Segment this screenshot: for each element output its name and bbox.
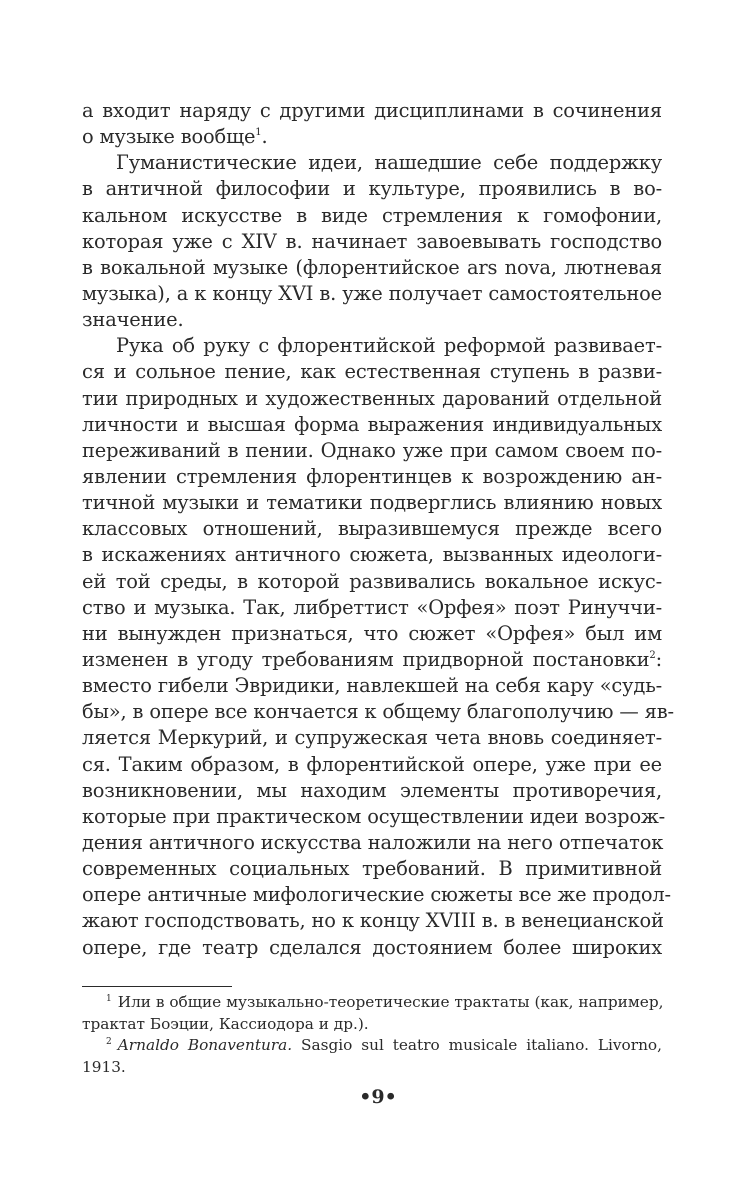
footnote-2-cont: 1913.	[82, 1057, 126, 1076]
text-line: а входит наряду с другими дисциплинами в сочинения	[82, 99, 662, 122]
text-line: современных социальных требований. В примитивной	[82, 857, 662, 881]
text-line: бы», в опере все кончается к общему благополучию — яв-	[82, 700, 674, 724]
text-line: которые при практическом осуществлении идеи возрож-	[82, 804, 666, 828]
text-line: которая уже с XIV в. начинает завоевывать господство	[82, 229, 662, 253]
text-line: Рука об руку с флорентийской реформой развивает-	[116, 334, 662, 358]
footnote-1: $^1$ Или в общие музыкально-теоретические трактаты (как, например,	[106, 993, 664, 1011]
text-line: явлении стремления флорентинцев к возрождению ан-	[82, 464, 662, 488]
text-line: ей той среды, в которой развивались вокальное искус-	[82, 569, 662, 593]
text-line: кальном искусстве в виде стремления к гомофонии,	[82, 203, 662, 227]
text-line: тичной музыки и тематики подверглись влиянию новых	[82, 491, 662, 515]
text-line: в искажениях античного сюжета, вызванных идеологи-	[82, 543, 662, 567]
text-line: жают господствовать, но к концу XVIII в. в венецианской	[82, 909, 664, 933]
text-line: изменен в угоду требованиям придворной постановки$^2$:	[82, 647, 662, 671]
text-line: ляется Меркурий, и супружеская чета вновь соединяет-	[82, 726, 662, 750]
text-line: в вокальной музыке (флорентийское ars nova, лютневая	[82, 255, 662, 279]
text-line: в античной философии и культуре, проявились в во-	[82, 177, 662, 201]
text-line: личности и высшая форма выражения индивидуальных	[82, 412, 662, 436]
text-line: музыка), а к концу XVI в. уже получает самостоятельное	[82, 281, 662, 305]
footnote-divider	[82, 986, 232, 987]
text-line: ни вынужден признаться, что сюжет «Орфея» был им	[82, 621, 662, 645]
footnote-2: $^2$ Arnaldo Bonaventura. Sasgio sul teatro musicale italiano. Livorno,	[106, 1036, 662, 1054]
text-line: Гуманистические идеи, нашедшие себе поддержку	[116, 151, 662, 175]
text-line: значение.	[82, 308, 184, 332]
footnote-1-cont: трактат Боэции, Кассиодора и др.).	[82, 1014, 369, 1033]
main-text	[82, 98, 674, 961]
footnote-ref-1[interactable]: 1	[255, 127, 262, 139]
text-line: возникновении, мы находим элементы противоречия,	[82, 778, 662, 802]
page-number: •9•	[359, 1086, 397, 1108]
text-line: о музыке вообще$^1$.	[82, 125, 268, 149]
text-line: классовых отношений, выразившемуся прежде всего	[82, 517, 662, 541]
text-line: ся. Таким образом, в флорентийской опере, уже при ее	[82, 752, 662, 776]
text-line: ся и сольное пение, как естественная ступень в разви-	[82, 360, 662, 384]
text-line: опере, где театр сделался достоянием более широких	[82, 935, 662, 959]
footnote-2-author: Arnaldo Bonaventura.	[117, 1036, 293, 1054]
footnote-1-mark: 1	[106, 994, 112, 1004]
footnote-ref-2[interactable]: 2	[649, 649, 656, 661]
footnote-2-mark: 2	[106, 1037, 112, 1047]
text-line: ство и музыка. Так, либреттист «Орфея» поэт Ринуччи-	[82, 595, 662, 619]
text-line: дения античного искусства наложили на него отпечаток	[82, 830, 664, 854]
text-line: опере античные мифологические сюжеты все же продол-	[82, 883, 671, 907]
footnotes	[82, 992, 662, 1078]
text-line: переживаний в пении. Однако уже при самом своем по-	[82, 438, 662, 462]
text-line: тии природных и художественных дарований отдельной	[82, 386, 662, 410]
text-line: вместо гибели Эвридики, навлекшей на себя кару «судь-	[82, 674, 662, 698]
